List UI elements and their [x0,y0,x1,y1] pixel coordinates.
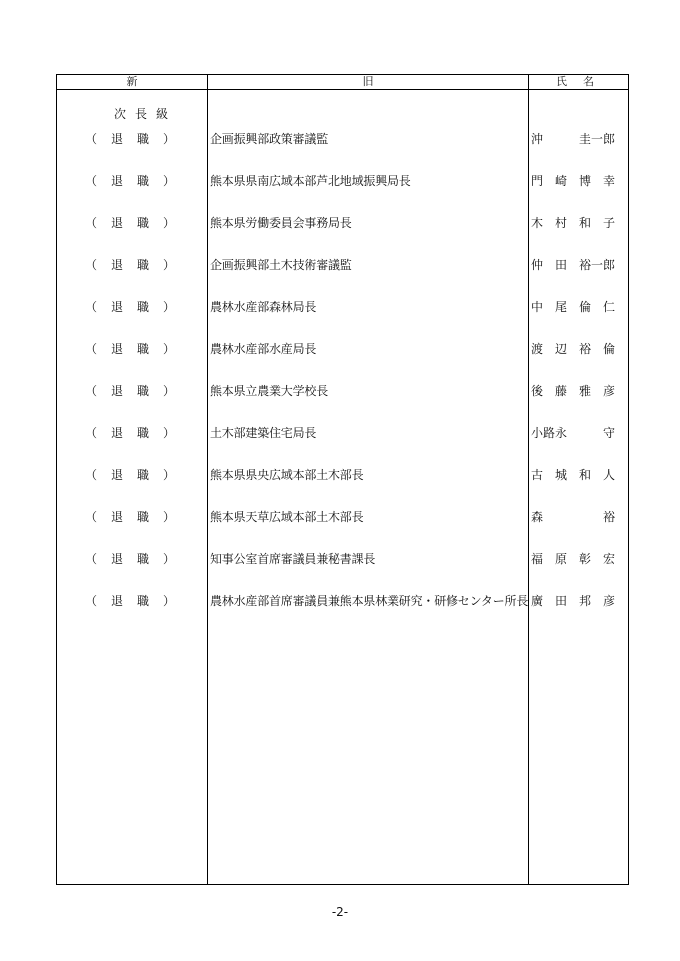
cell-old-post: 農林水産部首席審議員兼熊本県林業研究・研修センター所長 [210,594,529,608]
table-row [57,297,628,317]
table-row [57,171,628,191]
cell-person-name: 門 崎 博 幸 [531,174,615,188]
table-row [57,507,628,527]
cell-old-post: 熊本県労働委員会事務局長 [210,216,352,230]
cell-old-post: 土木部建築住宅局長 [210,426,317,440]
cell-new-post: （ 退 職 ） [85,510,175,524]
cell-person-name: 古 城 和 人 [531,468,615,482]
table-row [57,465,628,485]
header-name: 氏名 [556,75,610,88]
table-row [57,129,628,149]
section-label: 次長級 [114,107,178,121]
cell-person-name: 後 藤 雅 彦 [531,384,615,398]
cell-new-post: （ 退 職 ） [85,342,175,356]
cell-new-post: （ 退 職 ） [85,300,175,314]
cell-person-name: 渡 辺 裕 倫 [531,342,615,356]
cell-new-post: （ 退 職 ） [85,594,175,608]
table-row [57,423,628,443]
table-row [57,381,628,401]
cell-person-name: 仲 田 裕一郎 [531,258,615,272]
cell-old-post: 企画振興部土木技術審議監 [210,258,352,272]
cell-new-post: （ 退 職 ） [85,468,175,482]
table-row [57,255,628,275]
cell-new-post: （ 退 職 ） [85,258,175,272]
page-number: -2- [331,905,349,919]
cell-person-name: 廣 田 邦 彦 [531,594,615,608]
cell-person-name: 木 村 和 子 [531,216,615,230]
header-old: 旧 [362,75,374,88]
cell-person-name: 沖 圭一郎 [531,132,615,146]
cell-old-post: 熊本県天草広域本部土木部長 [210,510,364,524]
cell-new-post: （ 退 職 ） [85,132,175,146]
cell-person-name: 小路永 守 [531,426,615,440]
header-new: 新 [126,75,138,88]
personnel-table [56,74,629,885]
cell-person-name: 中 尾 倫 仁 [531,300,615,314]
table-row [57,591,628,611]
cell-old-post: 熊本県県南広域本部芦北地域振興局長 [210,174,411,188]
table-row [57,339,628,359]
cell-new-post: （ 退 職 ） [85,216,175,230]
cell-new-post: （ 退 職 ） [85,552,175,566]
cell-old-post: 熊本県県央広域本部土木部長 [210,468,364,482]
cell-new-post: （ 退 職 ） [85,384,175,398]
cell-old-post: 企画振興部政策審議監 [210,132,329,146]
header-divider [57,89,628,90]
table-row [57,549,628,569]
cell-old-post: 熊本県立農業大学校長 [210,384,329,398]
cell-person-name: 福 原 彰 宏 [531,552,615,566]
cell-person-name: 森 裕 [531,510,615,524]
cell-old-post: 農林水産部森林局長 [210,300,317,314]
table-row [57,213,628,233]
cell-old-post: 農林水産部水産局長 [210,342,317,356]
cell-new-post: （ 退 職 ） [85,174,175,188]
cell-old-post: 知事公室首席審議員兼秘書課長 [210,552,376,566]
cell-new-post: （ 退 職 ） [85,426,175,440]
